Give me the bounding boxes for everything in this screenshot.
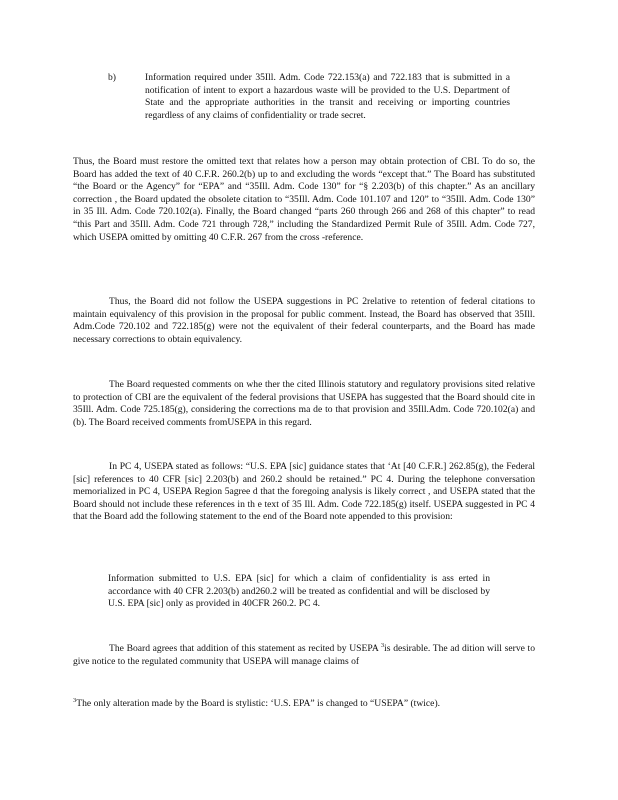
paragraph-board-agrees [73,643,535,668]
footnote-marker: 3 [73,697,77,704]
block-quote: Information submitted to U.S. EPA [sic] for which a claim of confidentiality is ass erted in accordance with 40 CFR 2.203(b) and260.2 will be treated as confidential and will be disclosed by U.S. EPA [sic] only as provided in 40CFR 260.2. PC 4. [108,573,490,610]
footnote-reference: 3 [380,642,385,649]
paragraph-board-agrees-after: is desirable. The ad dition will serve to give notice to the regulated community that USEPA will manage claims of [73,643,535,667]
paragraph-pc4-statement: In PC 4, USEPA stated as follows: “U.S. EPA [sic] guidance states that ‘At [40 C.F.R.] 262.85(g), the Federal [sic] references to 40 CFR [sic] 2.203(b) and 260.2 should be retained.” PC 4. During the telephone conversation memorialized in PC 4, USEPA Region 5agree d that the foregoing analysis is likely correct , and USEPA stated that the Board should not include these references in th e text of 35 Ill. Adm. Code 722.185(g) itself. USEPA suggested in PC 4 that the Board add the following statement to the end of the Board note appended to this provision: [73,461,535,523]
list-item-label: b) [108,72,116,83]
paragraph-federal-citations: Thus, the Board did not follow the USEPA suggestions in PC 2relative to retention of federal citations to maintain equivalency of this provision in the proposal for public comment. Instead, the Board has observed that 35Ill. Adm.Code 720.102 and 722.185(g) were not the equivalent of their federal counterparts, and the Board has made necessary corrections to obtain equivalency. [73,296,535,345]
list-item-b [108,72,510,122]
footnote [73,698,503,711]
paragraph-board-agrees-before: The Board agrees that addition of this statement as recited by USEPA [109,643,379,654]
footnote-text: The only alteration made by the Board is stylistic: ‘U.S. EPA” is changed to “USEPA” (twice). [76,698,441,709]
list-item-text: Information required under 35Ill. Adm. Code 722.153(a) and 722.183 that is submitted in a notification of intent to export a hazardous waste will be provided to the U.S. Department of State and the appropriate authorities in the transit and receiving or importing countries regardless of any claims of confidentiality or trade secret. [145,72,510,121]
paragraph-requested-comments: The Board requested comments on whe ther the cited Illinois statutory and regulatory provisions sited relative to protection of CBI are the equivalent of the federal provisions that USEPA has suggested that the Board should cite in 35Ill. Adm. Code 725.185(g), considering the corrections ma de to that provision and 35Ill.Adm. Code 720.102(a) and (b). The Board received comments fromUSEPA in this regard. [73,379,535,428]
paragraph-restore-omitted-text: Thus, the Board must restore the omitted text that relates how a person may obtain protection of CBI. To do so, the Board has added the text of 40 C.F.R. 260.2(b) up to and excluding the words “except that.” The Board has substituted “the Board or the Agency” for “EPA” and “35Ill. Adm. Code 130” for “§ 2.203(b) of this chapter.” As an ancillary correction , the Board updated the obsolete citation to “35Ill. Adm. Code 101.107 and 120” to “35Ill. Adm. Code 130” in 35 Ill. Adm. Code 720.102(a). Finally, the Board changed “parts 260 through 266 and 268 of this chapter” to read “this Part and 35Ill. Adm. Code 721 through 728,” including the Standardized Permit Rule of 35Ill. Adm. Code 727, which USEPA omitted by omitting 40 C.F.R. 267 from the cross -reference. [73,156,535,243]
